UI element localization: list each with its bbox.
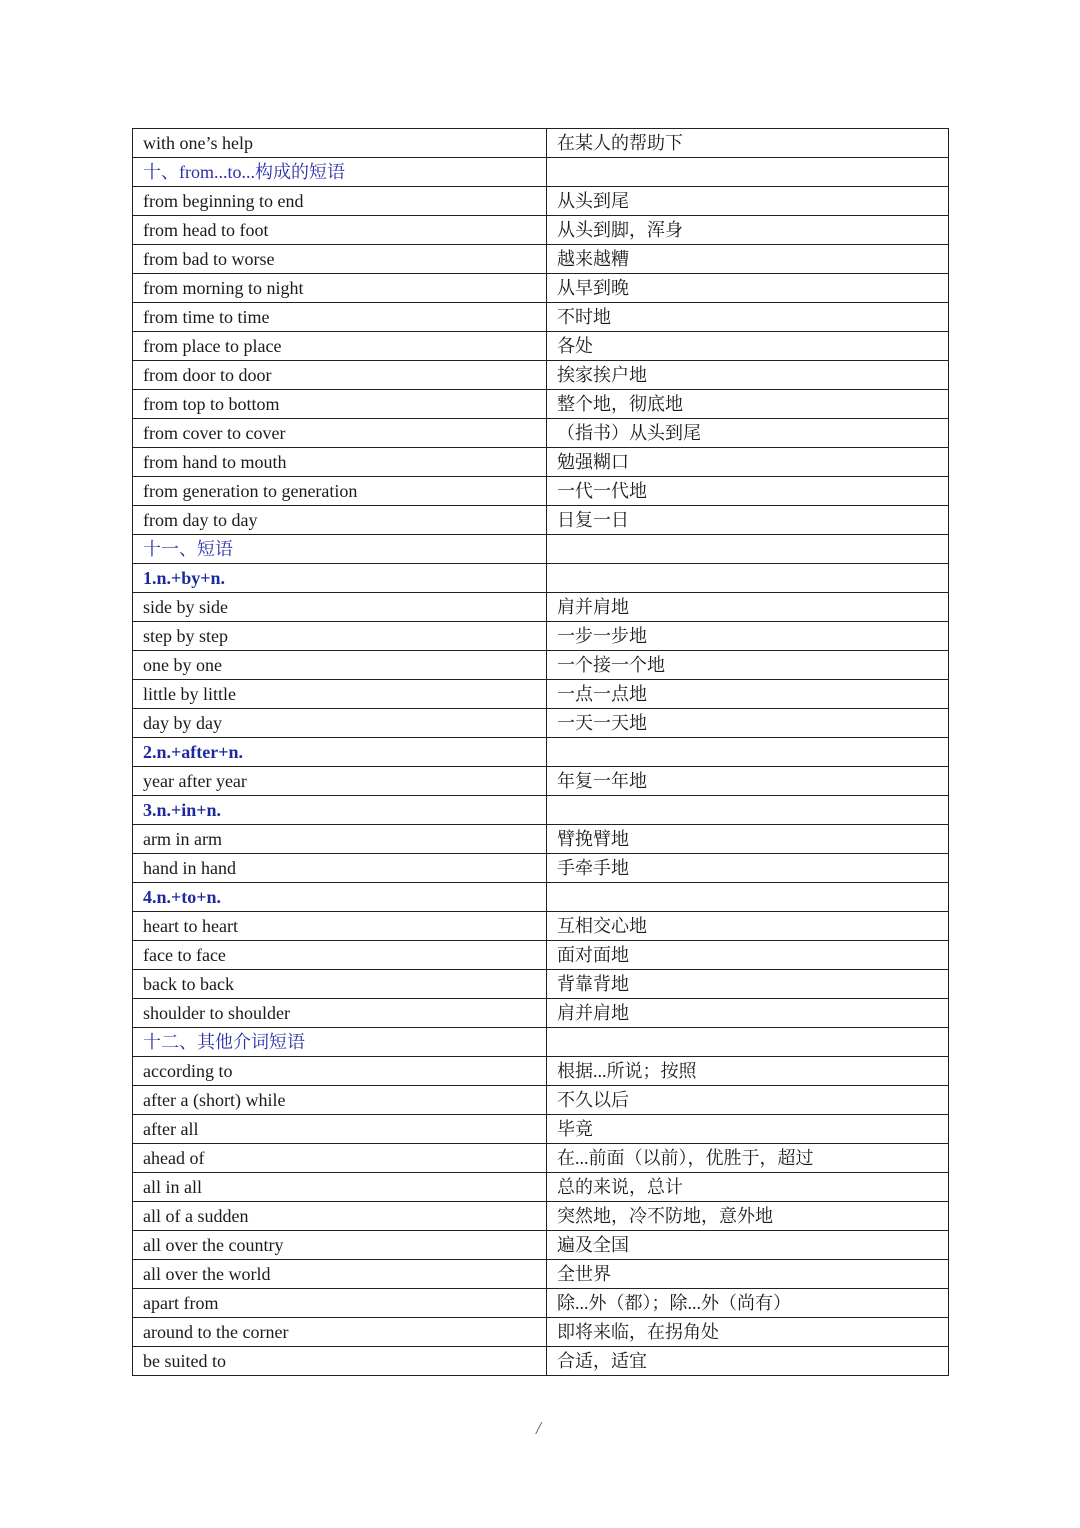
chinese-meaning bbox=[547, 738, 949, 767]
table-row bbox=[133, 245, 949, 274]
english-phrase: around to the corner bbox=[133, 1318, 547, 1347]
chinese-meaning: 整个地，彻底地 bbox=[547, 390, 949, 419]
chinese-meaning bbox=[547, 158, 949, 187]
chinese-meaning bbox=[547, 535, 949, 564]
chinese-meaning: 总的来说，总计 bbox=[547, 1173, 949, 1202]
table-row bbox=[133, 1173, 949, 1202]
chinese-meaning: 肩并肩地 bbox=[547, 999, 949, 1028]
english-phrase: heart to heart bbox=[133, 912, 547, 941]
english-phrase: day by day bbox=[133, 709, 547, 738]
english-phrase: after a (short) while bbox=[133, 1086, 547, 1115]
english-phrase: from door to door bbox=[133, 361, 547, 390]
chinese-meaning: 一点一点地 bbox=[547, 680, 949, 709]
subsection-heading-row bbox=[133, 796, 949, 825]
chinese-meaning: 在某人的帮助下 bbox=[547, 129, 949, 158]
subsection-heading-row bbox=[133, 738, 949, 767]
table-row bbox=[133, 593, 949, 622]
english-phrase: arm in arm bbox=[133, 825, 547, 854]
table-row bbox=[133, 390, 949, 419]
phrase-table-container bbox=[132, 128, 948, 1376]
chinese-meaning: 臂挽臂地 bbox=[547, 825, 949, 854]
english-phrase: according to bbox=[133, 1057, 547, 1086]
table-row bbox=[133, 1347, 949, 1376]
chinese-meaning: 在...前面（以前），优胜于，超过 bbox=[547, 1144, 949, 1173]
chinese-meaning: 不时地 bbox=[547, 303, 949, 332]
table-row bbox=[133, 448, 949, 477]
english-phrase: from cover to cover bbox=[133, 419, 547, 448]
english-phrase: from day to day bbox=[133, 506, 547, 535]
table-row bbox=[133, 477, 949, 506]
english-phrase: back to back bbox=[133, 970, 547, 999]
english-phrase: from place to place bbox=[133, 332, 547, 361]
chinese-meaning bbox=[547, 883, 949, 912]
section-title: 十一、短语 bbox=[133, 535, 547, 564]
english-phrase: after all bbox=[133, 1115, 547, 1144]
chinese-meaning bbox=[547, 796, 949, 825]
chinese-meaning: 年复一年地 bbox=[547, 767, 949, 796]
section-title: 十二、其他介词短语 bbox=[133, 1028, 547, 1057]
section-heading-row bbox=[133, 535, 949, 564]
english-phrase: all of a sudden bbox=[133, 1202, 547, 1231]
table-row bbox=[133, 680, 949, 709]
chinese-meaning: 从头到尾 bbox=[547, 187, 949, 216]
chinese-meaning: 肩并肩地 bbox=[547, 593, 949, 622]
chinese-meaning bbox=[547, 1028, 949, 1057]
section-heading-row bbox=[133, 1028, 949, 1057]
chinese-meaning: 越来越糟 bbox=[547, 245, 949, 274]
chinese-meaning: 一步一步地 bbox=[547, 622, 949, 651]
chinese-meaning: 互相交心地 bbox=[547, 912, 949, 941]
english-phrase: all over the world bbox=[133, 1260, 547, 1289]
english-phrase: all over the country bbox=[133, 1231, 547, 1260]
chinese-meaning: 一个接一个地 bbox=[547, 651, 949, 680]
chinese-meaning: 毕竟 bbox=[547, 1115, 949, 1144]
chinese-meaning: 不久以后 bbox=[547, 1086, 949, 1115]
chinese-meaning: （指书）从头到尾 bbox=[547, 419, 949, 448]
section-title: 2.n.+after+n. bbox=[133, 738, 547, 767]
table-row bbox=[133, 129, 949, 158]
table-row bbox=[133, 854, 949, 883]
table-row bbox=[133, 1318, 949, 1347]
table-row bbox=[133, 709, 949, 738]
chinese-meaning: 背靠背地 bbox=[547, 970, 949, 999]
chinese-meaning: 遍及全国 bbox=[547, 1231, 949, 1260]
english-phrase: from top to bottom bbox=[133, 390, 547, 419]
chinese-meaning: 突然地，冷不防地，意外地 bbox=[547, 1202, 949, 1231]
english-phrase: from time to time bbox=[133, 303, 547, 332]
chinese-meaning: 勉强糊口 bbox=[547, 448, 949, 477]
chinese-meaning: 除...外（都）；除...外（尚有） bbox=[547, 1289, 949, 1318]
english-phrase: with one’s help bbox=[133, 129, 547, 158]
table-row bbox=[133, 1289, 949, 1318]
table-row bbox=[133, 651, 949, 680]
table-row bbox=[133, 622, 949, 651]
english-phrase: from bad to worse bbox=[133, 245, 547, 274]
english-phrase: one by one bbox=[133, 651, 547, 680]
english-phrase: little by little bbox=[133, 680, 547, 709]
table-row bbox=[133, 970, 949, 999]
page-number: / bbox=[536, 1418, 542, 1438]
english-phrase: side by side bbox=[133, 593, 547, 622]
english-phrase: hand in hand bbox=[133, 854, 547, 883]
english-phrase: face to face bbox=[133, 941, 547, 970]
chinese-meaning: 从头到脚，浑身 bbox=[547, 216, 949, 245]
table-row bbox=[133, 912, 949, 941]
table-row bbox=[133, 941, 949, 970]
chinese-meaning: 即将来临，在拐角处 bbox=[547, 1318, 949, 1347]
section-title: 3.n.+in+n. bbox=[133, 796, 547, 825]
section-title: 1.n.+by+n. bbox=[133, 564, 547, 593]
table-row bbox=[133, 825, 949, 854]
english-phrase: from hand to mouth bbox=[133, 448, 547, 477]
english-phrase: from morning to night bbox=[133, 274, 547, 303]
english-phrase: ahead of bbox=[133, 1144, 547, 1173]
phrase-table bbox=[132, 128, 949, 1376]
chinese-meaning: 手牵手地 bbox=[547, 854, 949, 883]
english-phrase: from generation to generation bbox=[133, 477, 547, 506]
english-phrase: step by step bbox=[133, 622, 547, 651]
section-heading-row bbox=[133, 158, 949, 187]
chinese-meaning: 面对面地 bbox=[547, 941, 949, 970]
chinese-meaning: 各处 bbox=[547, 332, 949, 361]
english-phrase: be suited to bbox=[133, 1347, 547, 1376]
table-row bbox=[133, 216, 949, 245]
phrase-table-body bbox=[133, 129, 949, 1376]
table-row bbox=[133, 187, 949, 216]
table-row bbox=[133, 419, 949, 448]
chinese-meaning: 合适，适宜 bbox=[547, 1347, 949, 1376]
subsection-heading-row bbox=[133, 564, 949, 593]
english-phrase: all in all bbox=[133, 1173, 547, 1202]
chinese-meaning: 一天一天地 bbox=[547, 709, 949, 738]
table-row bbox=[133, 361, 949, 390]
table-row bbox=[133, 999, 949, 1028]
english-phrase: apart from bbox=[133, 1289, 547, 1318]
table-row bbox=[133, 1144, 949, 1173]
table-row bbox=[133, 1202, 949, 1231]
english-phrase: year after year bbox=[133, 767, 547, 796]
table-row bbox=[133, 303, 949, 332]
chinese-meaning: 从早到晚 bbox=[547, 274, 949, 303]
english-phrase: shoulder to shoulder bbox=[133, 999, 547, 1028]
english-phrase: from head to foot bbox=[133, 216, 547, 245]
table-row bbox=[133, 1231, 949, 1260]
table-row bbox=[133, 767, 949, 796]
chinese-meaning: 一代一代地 bbox=[547, 477, 949, 506]
table-row bbox=[133, 506, 949, 535]
chinese-meaning: 全世界 bbox=[547, 1260, 949, 1289]
english-phrase: from beginning to end bbox=[133, 187, 547, 216]
section-title: 十、from...to...构成的短语 bbox=[133, 158, 547, 187]
table-row bbox=[133, 1115, 949, 1144]
table-row bbox=[133, 1057, 949, 1086]
chinese-meaning bbox=[547, 564, 949, 593]
chinese-meaning: 挨家挨户地 bbox=[547, 361, 949, 390]
chinese-meaning: 根据...所说；按照 bbox=[547, 1057, 949, 1086]
table-row bbox=[133, 274, 949, 303]
table-row bbox=[133, 1086, 949, 1115]
chinese-meaning: 日复一日 bbox=[547, 506, 949, 535]
table-row bbox=[133, 332, 949, 361]
section-title: 4.n.+to+n. bbox=[133, 883, 547, 912]
subsection-heading-row bbox=[133, 883, 949, 912]
table-row bbox=[133, 1260, 949, 1289]
